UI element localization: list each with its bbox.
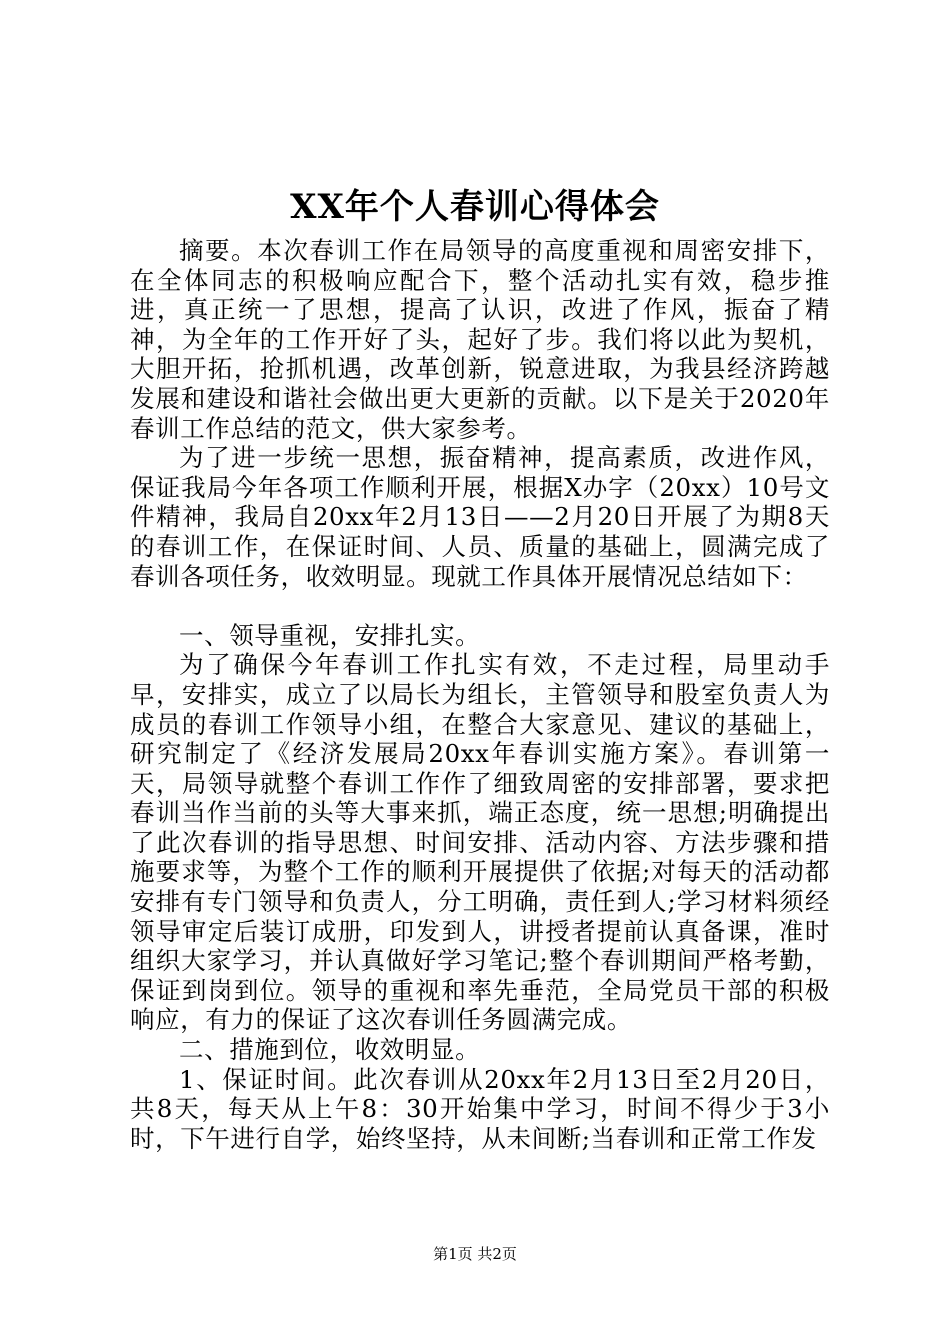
document-body <box>130 236 830 1153</box>
paragraph-abstract: 摘要。本次春训工作在局领导的高度重视和周密安排下，在全体同志的积极响应配合下，整个活动扎实有效，稳步推进，真正统一了思想，提高了认识，改进了作风，振奋了精神，为全年的工作开好了头，起好了步。我们将以此为契机，大胆开拓，抢抓机遇，改革创新，锐意进取，为我县经济跨越发展和建设和谐社会做出更大更新的贡献。以下是关于2020年春训工作总结的范文，供大家参考。 <box>130 236 830 443</box>
paragraph-section-1: 为了确保今年春训工作扎实有效，不走过程，局里动手早，安排实，成立了以局长为组长，主管领导和股室负责人为成员的春训工作领导小组，在整合大家意见、建议的基础上，研究制定了《经济发展局20xx年春训实施方案》。春训第一天，局领导就整个春训工作作了细致周密的安排部署，要求把春训当作当前的头等大事来抓，端正态度，统一思想;明确提出了此次春训的指导思想、时间安排、活动内容、方法步骤和措施要求等，为整个工作的顺利开展提供了依据;对每天的活动都安排有专门领导和负责人，分工明确，责任到人;学习材料须经领导审定后装订成册，印发到人，讲授者提前认真备课，准时组织大家学习，并认真做好学习笔记;整个春训期间严格考勤，保证到岗到位。领导的重视和率先垂范，全局党员干部的积极响应，有力的保证了这次春训任务圆满完成。 <box>130 650 830 1035</box>
paragraph-intro: 为了进一步统一思想，振奋精神，提高素质，改进作风，保证我局今年各项工作顺利开展，根据X办字（20xx）10号文件精神，我局自20xx年2月13日——2月20日开展了为期8天的春训工作，在保证时间、人员、质量的基础上，圆满完成了春训各项任务，收效明显。现就工作具体开展情况总结如下： <box>130 443 830 591</box>
section-heading-2: 二、措施到位，收效明显。 <box>179 1035 481 1065</box>
document-title: XX年个人春训心得体会 <box>290 187 660 227</box>
page-number-footer: 第1页 共2页 <box>433 1245 517 1263</box>
section-heading-1: 一、领导重视，安排扎实。 <box>179 620 481 650</box>
paragraph-section-2-item-1: 1、保证时间。此次春训从20xx年2月13日至2月20日，共8天，每天从上午8：30开始集中学习，时间不得少于3小时，下午进行自学，始终坚持，从未间断;当春训和正常工作发 <box>130 1064 830 1153</box>
